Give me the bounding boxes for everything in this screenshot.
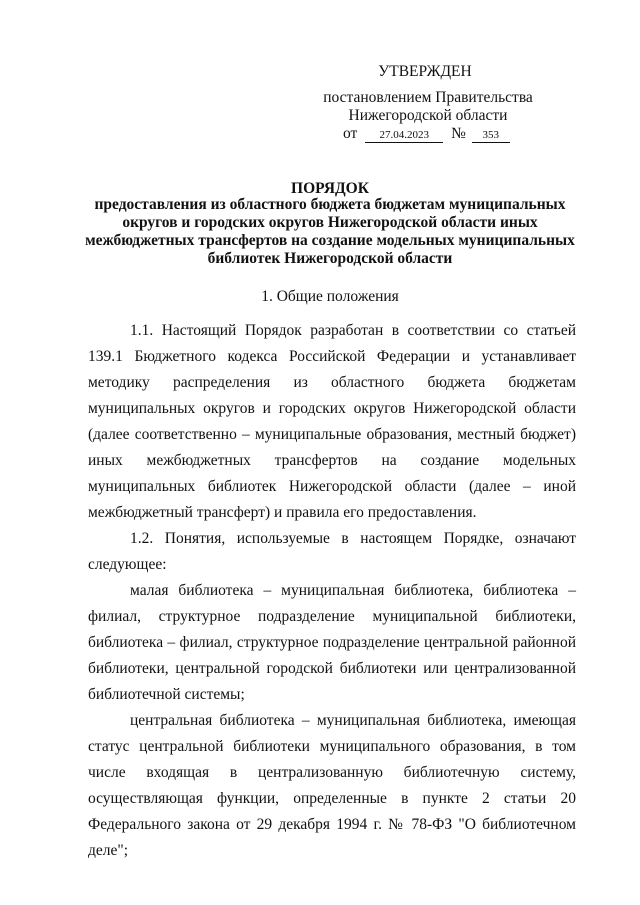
definition-small-library: малая библиотека – муниципальная библиотека, библиотека – филиал, структурное подразделение муниципальной библиотеки, библиотека – филиал, структурное подразделение центральной районной библиотеки, центральной городской библиотеки или централизованной библиотечной системы; — [88, 582, 576, 703]
title-line-3: межбюджетных трансфертов на создание модельных муниципальных — [85, 232, 575, 249]
title-line-2: округов и городских округов Нижегородской области иных — [122, 214, 538, 231]
section-heading: 1. Общие положения — [261, 288, 399, 305]
number-label: № — [451, 125, 466, 142]
approval-date: 27.04.2023 — [365, 129, 443, 143]
approved-stamp: УТВЕРЖДЕН — [378, 63, 472, 80]
title-heading: ПОРЯДОК — [291, 180, 369, 197]
document-body — [88, 318, 576, 864]
title-line-1: предоставления из областного бюджета бюджетам муниципальных — [94, 196, 566, 213]
title-line-4: библиотек Нижегородской области — [207, 250, 453, 267]
approval-line-2: Нижегородской области — [348, 107, 508, 124]
from-label: от — [343, 125, 358, 142]
approval-line-1: постановлением Правительства — [323, 89, 533, 106]
paragraph-1-2: 1.2. Понятия, используемые в настоящем Порядке, означают следующее: — [88, 530, 576, 573]
definition-central-library: центральная библиотека – муниципальная библиотека, имеющая статус центральной библиотеки муниципального образования, в том числе входящая в централизованную библиотечную систему, осуществляющая функции, определенные в пункте 2 статьи 20 Федерального закона от 29 декабря 1994 г. № 78-ФЗ "О библиотечном деле"; — [88, 712, 576, 859]
approval-number: 353 — [472, 129, 510, 143]
paragraph-1-1: 1.1. Настоящий Порядок разработан в соответствии со статьей 139.1 Бюджетного кодекса Российской Федерации и устанавливает методику распределения из областного бюджета бюджетам муниципальных округов и городских округов Нижегородской области (далее соответственно – муниципальные образования, местный бюджет) иных межбюджетных трансфертов на создание модельных муниципальных библиотек Нижегородской области (далее – иной межбюджетный трансферт) и правила его предоставления. — [88, 322, 576, 521]
approval-date-row — [343, 124, 510, 143]
